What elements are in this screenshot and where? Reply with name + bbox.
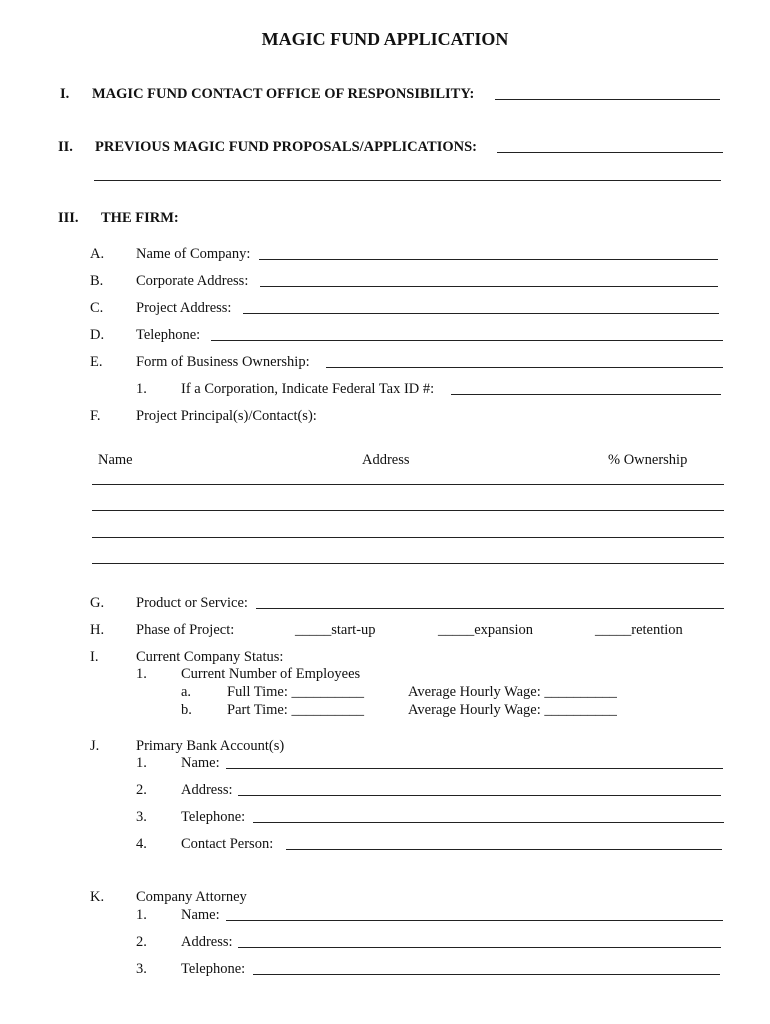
project-principals-label: Project Principal(s)/Contact(s): xyxy=(136,408,317,424)
item-i1-number: 1. xyxy=(136,666,147,682)
project-address-label: Project Address: xyxy=(136,300,232,316)
attorney-name-label: Name: xyxy=(181,907,220,923)
section-iii-number: III. xyxy=(58,210,79,226)
part-time-field[interactable]: Part Time: __________ xyxy=(227,702,364,718)
attorney-name-field[interactable] xyxy=(226,920,723,921)
item-c-letter: C. xyxy=(90,300,104,316)
previous-proposals-field[interactable] xyxy=(497,152,723,153)
bank-item-number: 1. xyxy=(136,755,147,771)
phase-startup-option[interactable]: _____start-up xyxy=(295,622,376,638)
number-of-employees-label: Current Number of Employees xyxy=(181,666,361,682)
item-f-letter: F. xyxy=(90,408,101,424)
item-g-letter: G. xyxy=(90,595,105,611)
project-address-field[interactable] xyxy=(243,313,719,314)
column-header-ownership: % Ownership xyxy=(608,452,688,468)
item-i-letter: I. xyxy=(90,649,99,665)
item-ia-letter: a. xyxy=(181,684,192,700)
phase-expansion-option[interactable]: _____expansion xyxy=(438,622,534,638)
product-service-field[interactable] xyxy=(256,608,724,609)
corporate-address-field[interactable] xyxy=(260,286,718,287)
bank-item-number: 3. xyxy=(136,809,147,825)
item-ib-letter: b. xyxy=(181,702,192,718)
bank-telephone-label: Telephone: xyxy=(181,809,246,825)
bank-contact-person-field[interactable] xyxy=(286,849,722,850)
principal-row-2[interactable] xyxy=(92,510,724,511)
attorney-telephone-field[interactable] xyxy=(253,974,720,975)
column-header-name: Name xyxy=(98,452,133,468)
section-iii-label: THE FIRM: xyxy=(101,210,179,226)
bank-name-field[interactable] xyxy=(226,768,723,769)
item-e-letter: E. xyxy=(90,354,103,370)
company-attorney-label: Company Attorney xyxy=(136,889,247,905)
product-service-label: Product or Service: xyxy=(136,595,248,611)
section-i-label: MAGIC FUND CONTACT OFFICE OF RESPONSIBILITY: xyxy=(92,86,475,102)
federal-tax-id-label: If a Corporation, Indicate Federal Tax ID #: xyxy=(181,381,435,397)
column-header-address: Address xyxy=(362,452,410,468)
part-time-wage-field[interactable]: Average Hourly Wage: __________ xyxy=(408,702,617,718)
section-i-number: I. xyxy=(60,86,70,102)
federal-tax-id-field[interactable] xyxy=(451,394,721,395)
bank-address-label: Address: xyxy=(181,782,233,798)
page-title: MAGIC FUND APPLICATION xyxy=(261,29,509,49)
item-b-letter: B. xyxy=(90,273,104,289)
attorney-address-label: Address: xyxy=(181,934,233,950)
full-time-field[interactable]: Full Time: __________ xyxy=(227,684,364,700)
company-name-field[interactable] xyxy=(259,259,718,260)
previous-proposals-field-line-2[interactable] xyxy=(94,180,721,181)
business-ownership-label: Form of Business Ownership: xyxy=(136,354,310,370)
bank-name-label: Name: xyxy=(181,755,220,771)
bank-item-number: 2. xyxy=(136,782,147,798)
section-ii-number: II. xyxy=(58,139,73,155)
item-a-letter: A. xyxy=(90,246,105,262)
principal-row-1[interactable] xyxy=(92,484,724,485)
contact-office-field[interactable] xyxy=(495,99,720,100)
section-ii-label: PREVIOUS MAGIC FUND PROPOSALS/APPLICATIONS: xyxy=(95,139,477,155)
bank-telephone-field[interactable] xyxy=(253,822,724,823)
attorney-item-number: 1. xyxy=(136,907,147,923)
attorney-item-number: 3. xyxy=(136,961,147,977)
attorney-address-field[interactable] xyxy=(238,947,721,948)
principal-row-4[interactable] xyxy=(92,563,724,564)
phase-of-project-label: Phase of Project: xyxy=(136,622,235,638)
business-ownership-field[interactable] xyxy=(326,367,723,368)
item-h-letter: H. xyxy=(90,622,105,638)
bank-item-number: 4. xyxy=(136,836,147,852)
attorney-telephone-label: Telephone: xyxy=(181,961,246,977)
corporate-address-label: Corporate Address: xyxy=(136,273,249,289)
primary-bank-label: Primary Bank Account(s) xyxy=(136,738,285,754)
bank-address-field[interactable] xyxy=(238,795,721,796)
telephone-field[interactable] xyxy=(211,340,723,341)
item-d-letter: D. xyxy=(90,327,105,343)
item-k-letter: K. xyxy=(90,889,105,905)
telephone-label: Telephone: xyxy=(136,327,201,343)
phase-retention-option[interactable]: _____retention xyxy=(595,622,683,638)
item-j-letter: J. xyxy=(90,738,100,754)
company-status-label: Current Company Status: xyxy=(136,649,284,665)
item-e1-number: 1. xyxy=(136,381,147,397)
principal-row-3[interactable] xyxy=(92,537,724,538)
full-time-wage-field[interactable]: Average Hourly Wage: __________ xyxy=(408,684,617,700)
attorney-item-number: 2. xyxy=(136,934,147,950)
company-name-label: Name of Company: xyxy=(136,246,251,262)
bank-contact-person-label: Contact Person: xyxy=(181,836,274,852)
